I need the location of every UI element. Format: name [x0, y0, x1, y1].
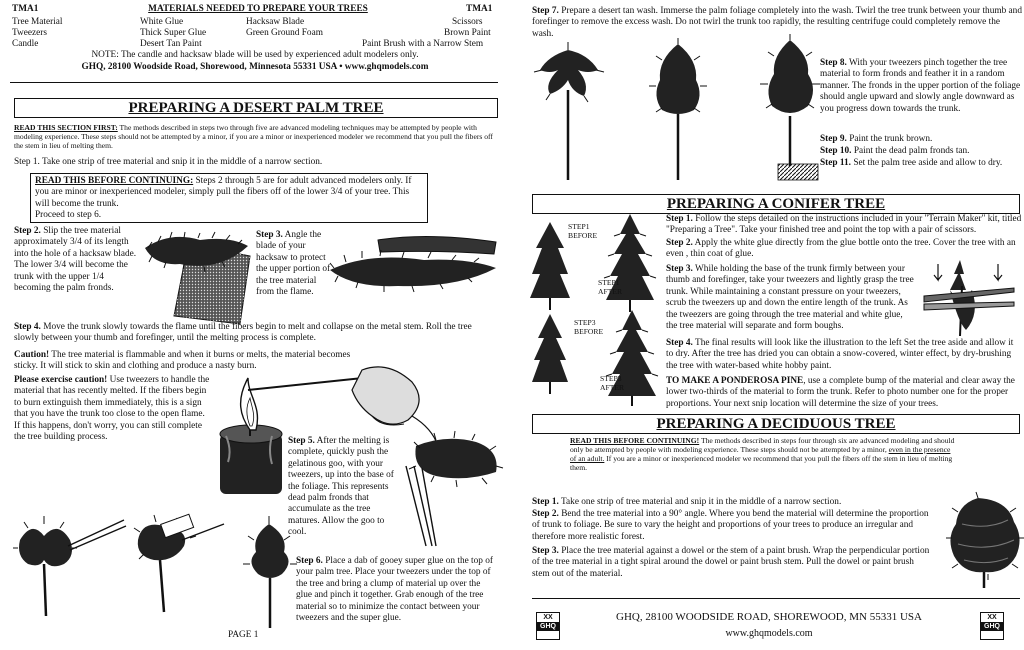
- step-label: Step 2.: [666, 238, 693, 248]
- hacksaw-angle-illustration: [328, 234, 498, 294]
- adult-warning-box: [30, 173, 428, 223]
- palm-tree-icon-3: [243, 516, 297, 628]
- palm-step1: Step 1. Take one strip of tree material and snip it in the middle of a narrow section.: [14, 157, 323, 167]
- step-label: Step 2.: [14, 226, 41, 236]
- ghq-logo-left: XX GHQ: [536, 612, 560, 640]
- read-first-label: READ THIS SECTION FIRST:: [14, 123, 118, 132]
- read-first-paragraph: [14, 123, 498, 150]
- palm-step6: [296, 556, 496, 624]
- read-first-text: The methods described in steps two through five are advanced modeling techniques may be attempted by people with modeling experience. These steps should not be attempted by a minor, if you are a minor or inexperienced modeler we recommend that you pull the fibers off the stem in lieu of melting them.: [14, 123, 493, 150]
- ponderosa-paragraph: [666, 376, 1022, 410]
- step-text: Place the tree material against a dowel or the stem of a paint brush. Wrap the perpendicular portion of the tree material in a tight spiral around the dowel or paint brush stem. Pull the dowel or paint brush stem out of the material.: [532, 546, 930, 579]
- palm-glue-illustrations: [14, 516, 294, 636]
- footer-website: www.ghqmodels.com: [725, 628, 813, 639]
- step-label: Step 2.: [532, 509, 559, 519]
- ghq-logo-right: XX GHQ: [980, 612, 1004, 640]
- conifer-step1: [666, 214, 1022, 237]
- palm-step8: [820, 58, 1022, 115]
- step-text: With your tweezers pinch together the tree material to form fronds and feather it in a random manner. The fronds in the upper portion of the foliage should angle upward and slowly angle downward as you progress down towards the trunk.: [820, 58, 1021, 114]
- material-item: White Glue: [140, 17, 184, 27]
- materials-title: MATERIALS NEEDED TO PREPARE YOUR TREES: [148, 4, 368, 14]
- materials-note: NOTE: The candle and hacksaw blade will be used by experienced adult modelers only.: [91, 50, 419, 60]
- hacksaw-insert-illustration: [140, 226, 250, 326]
- tweezers-scrub-illustration: [920, 256, 1020, 340]
- step-text: Set the palm tree aside and allow to dry.: [851, 158, 1003, 168]
- step-label: Step 10.: [820, 146, 852, 156]
- footer-divider: [532, 598, 1020, 599]
- palm-step10: [820, 146, 1022, 157]
- tweezers-push-illustration: [396, 436, 506, 556]
- divider: [10, 82, 498, 83]
- material-item: Tweezers: [12, 28, 47, 38]
- material-item: Thick Super Glue: [140, 28, 207, 38]
- ponderosa-text: , use a complete bump of the material and clear away the lower two-thirds of the material to form the trunk. Refer to photo number one for the proper proportions. Your next snip location will determine the size of your trees.: [666, 376, 1015, 409]
- code-right: TMA1: [466, 4, 493, 14]
- step1-after-label: STEP1 AFTER: [598, 278, 623, 296]
- material-item: Desert Tan Paint: [140, 39, 202, 49]
- deciduous-tree-illustration: [948, 494, 1022, 590]
- conifer-tree-icon-1: [530, 222, 570, 310]
- step-label: Step 1.: [532, 497, 559, 507]
- material-item: Hacksaw Blade: [246, 17, 305, 27]
- exercise-text: Use tweezers to handle the material that has recently melted. If the fibers begin to burn extinguish them immediately, this is a sign that you have the trunk too close to the open flame. If this happens, don't worry, you can still complete the tree building process.: [14, 375, 210, 443]
- caution-label: Caution!: [14, 350, 50, 360]
- footer-address: GHQ, 28100 WOODSIDE ROAD, SHOREWOOD, MN 55331 USA: [616, 611, 922, 623]
- palm-step3: [256, 230, 336, 298]
- step-label: Step 11.: [820, 158, 851, 168]
- palm-feathering-illustration: [528, 40, 828, 190]
- ponderosa-label: TO MAKE A PONDEROSA PINE: [666, 376, 804, 386]
- material-item: Candle: [12, 39, 39, 49]
- step-label: Step 6.: [296, 556, 323, 566]
- step-text: Apply the white glue directly from the glue bottle onto the tree. Cover the tree with an even , thin coat of glue.: [666, 238, 1016, 260]
- box-text-2: Proceed to step 6.: [35, 210, 102, 221]
- step1-before-label: STEP1 BEFORE: [568, 222, 598, 240]
- conifer-step4: [666, 338, 1022, 372]
- palm-tree-icon-c: [760, 34, 820, 180]
- step-text: Place a dab of gooey super glue on the top of your palm tree. Place your tweezers under the top of the tree and bring a clump of material up over the glue and pinch it together. Grab enough of the tree material so to minimize the contact between your tweezers and the super glue.: [296, 556, 494, 624]
- read-label: READ THIS BEFORE CONTINUING!: [570, 436, 700, 445]
- palm-tree-icon-a: [534, 42, 604, 180]
- header-address: GHQ, 28100 Woodside Road, Shorewood, Minnesota 55331 USA • www.ghqmodels.com: [81, 62, 429, 72]
- conifer-step3: [666, 264, 916, 332]
- palm-tree-icon-b: [649, 38, 707, 180]
- page-number: PAGE 1: [228, 630, 259, 640]
- step-label: Step 4.: [14, 322, 41, 332]
- caution-paragraph: [14, 350, 354, 373]
- step-text: Take one strip of tree material and snip it in the middle of a narrow section.: [558, 497, 842, 507]
- step-text: After the melting is complete, quickly push the gelatinous goo, with your tweezers, up into the base of the foliage. This represents dead palm fronds that accumulate as the tree matures. Allow the goo to cool.: [288, 436, 394, 538]
- palm-step4: [14, 322, 498, 345]
- step-label: Step 7.: [532, 6, 559, 16]
- deciduous-section-title: PREPARING A DECIDUOUS TREE: [532, 414, 1020, 434]
- step-text: The final results will look like the illustration to the left Set the tree aside and allow it to dry. After the tree has dried you can obtain a snow-covered, winter effect, by dry-brushing the tree with water-based white hobby paint.: [666, 338, 1014, 371]
- deciduous-step1: [532, 497, 932, 508]
- conifer-tree-icon-2: [604, 214, 656, 312]
- palm-tree-icon-2: [134, 514, 224, 612]
- material-item: Brown Paint: [444, 28, 491, 38]
- step-text: Follow the steps detailed on the instructions included in your "Terrain Maker" kit, titled "Preparing a Tree". Take your finished tree and point the top with a pair of scissors.: [666, 214, 1022, 236]
- palm-step7: [532, 6, 1022, 40]
- palm-step11: [820, 158, 1022, 169]
- material-item: Scissors: [452, 17, 483, 27]
- step-text: Paint the dead palm fronds tan.: [851, 146, 970, 156]
- palm-step2: [14, 226, 138, 294]
- code-left: TMA1: [12, 4, 39, 14]
- deciduous-step2: [532, 509, 932, 543]
- palm-step9: [820, 134, 1022, 145]
- step-label: Step 8.: [820, 58, 847, 68]
- step-label: Step 1.: [666, 214, 693, 224]
- exercise-label: Please exercise caution!: [14, 375, 108, 385]
- right-page: [514, 0, 1024, 650]
- step-label: Step 5.: [288, 436, 315, 446]
- step-text: While holding the base of the trunk firmly between your thumb and forefinger, take your tweezers and lightly grasp the tree trunk. While maintaining a constant pressure on your tweezers, scrub the tweezers up and down the entire length of the trunk. As the tweezers are going through the tree material and white glue, the tree material will separate and form boughs.: [666, 264, 914, 332]
- step-text: Angle the blade of your hacksaw to protect the upper portion of the tree material from the flame.: [256, 230, 331, 298]
- step-label: Step 4.: [666, 338, 693, 348]
- deciduous-step3: [532, 546, 932, 580]
- step-text: Prepare a desert tan wash. Immerse the palm foliage completely into the wash. Twirl the tree trunk between your thumb and forefinger to remove the excess wash. Do not twirl the trunk too rapidly, the resulting centrifuge could completely remove the wash.: [532, 6, 1022, 39]
- left-page: [0, 0, 506, 650]
- palm-tree-icon-1: [13, 516, 126, 616]
- step3-before-label: STEP3 BEFORE: [574, 318, 604, 336]
- step-text: Slip the tree material approximately 3/4 of its length into the hole of a hacksaw blade. The lower 3/4 will become the trunk with the upper 1/4 becoming the palm fronds.: [14, 226, 137, 294]
- step-text: Paint the trunk brown.: [846, 134, 933, 144]
- page-gutter: [507, 0, 513, 650]
- step-label: Step 9.: [820, 134, 847, 144]
- exercise-caution-paragraph: [14, 375, 210, 443]
- box-label: READ THIS BEFORE CONTINUING:: [35, 176, 194, 186]
- palm-section-title: PREPARING A DESERT PALM TREE: [14, 98, 498, 118]
- palm-step5: [288, 436, 394, 539]
- step-label: Step 3.: [256, 230, 283, 240]
- conifer-section-title: PREPARING A CONIFER TREE: [532, 194, 1020, 214]
- deciduous-read-paragraph: READ THIS BEFORE CONTINUING! The methods described in steps four through six are advanced modeling and should only be attempted by people with modeling experience. These steps should not be attempted by a minor, even in the presence of an adult. If you are a minor or inexperienced modeler we recommend that you pull the fibers off the stem in lieu of melting them.: [570, 436, 955, 472]
- material-item: Paint Brush with a Narrow Stem: [362, 39, 484, 49]
- step3-after-label: STEP3 AFTER: [600, 374, 625, 392]
- material-item: Tree Material: [12, 17, 63, 27]
- caution-text: The tree material is flammable and when it burns or melts, the material becomes sticky. It will stick to skin and clothing and produce a nasty burn.: [14, 350, 351, 372]
- step-text: Bend the tree material into a 90° angle. Where you bend the material will determine the proportion of trunk to foliage. Be sure to vary the height and proportions of your trees to produce an irregular and therefore more realistic forest.: [532, 509, 929, 542]
- step-label: Step 3.: [532, 546, 559, 556]
- box-text: Steps 2 through 5 are for adult advanced modelers only. If you are minor or inexperienced modeler, simply pull the fibers off of the lower 3/4 of your tree. This will become the trunk.: [35, 176, 412, 209]
- material-item: Green Ground Foam: [246, 28, 323, 38]
- step-label: Step 3.: [666, 264, 693, 274]
- step-text: Move the trunk slowly towards the flame until the fibers begin to melt and collapse on the metal stem. Roll the tree slowly between your thumb and forefinger, until the melting process is complete.: [14, 322, 472, 344]
- conifer-tree-icon-3: [532, 314, 568, 394]
